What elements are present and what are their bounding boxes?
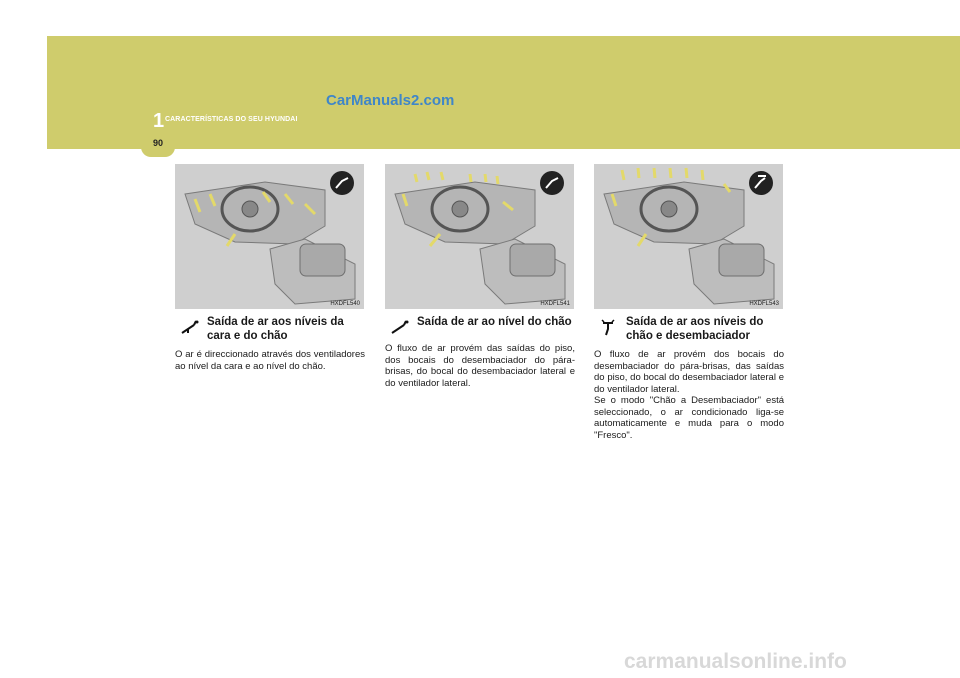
section-heading: Saída de ar aos níveis da cara e do chão xyxy=(207,316,344,342)
header-band xyxy=(47,36,960,149)
section-face-and-floor xyxy=(175,164,365,372)
page-number: 90 xyxy=(152,138,163,148)
section-body: O ar é direccionado através dos ventiladores ao nível da cara e ao nível do chão. xyxy=(175,349,365,372)
figure-code: HXDFL543 xyxy=(749,301,779,307)
watermark-bottom: carmanualsonline.info xyxy=(624,650,847,673)
section-floor xyxy=(385,164,575,389)
section-body: O fluxo de ar provém dos bocais do desembaciador do pára-brisas, das saídas do piso, do bocal do desembaciador lateral e do ventilador lateral. xyxy=(594,349,784,395)
chapter-number: 1 xyxy=(153,110,165,132)
section-body-note: Se o modo "Chão a Desembaciador" está seleccionado, o ar condicionado liga-se automaticamente e muda para o modo "Fresco". xyxy=(594,395,784,441)
section-heading: Saída de ar ao nível do chão xyxy=(417,316,572,328)
watermark-top: CarManuals2.com xyxy=(326,92,455,109)
figure-code: HXDFL541 xyxy=(540,301,570,307)
figure-code: HXDFL540 xyxy=(330,301,360,307)
dashboard-illustration xyxy=(594,164,783,309)
floor-and-defrost-vent-icon xyxy=(598,319,618,337)
floor-vent-icon xyxy=(389,319,409,337)
dashboard-illustration xyxy=(175,164,364,309)
dashboard-illustration xyxy=(385,164,574,309)
chapter-title: CARACTERÍSTICAS DO SEU HYUNDAI xyxy=(165,116,298,123)
section-heading: Saída de ar aos níveis do chão e desembaciador xyxy=(626,316,764,342)
face-and-floor-vent-icon xyxy=(179,319,199,337)
section-body: O fluxo de ar provém das saídas do piso, dos bocais do desembaciador do pára-brisas, do bocal do desembaciador lateral e do ventilador lateral. xyxy=(385,343,575,389)
section-floor-and-defrost xyxy=(594,164,784,441)
